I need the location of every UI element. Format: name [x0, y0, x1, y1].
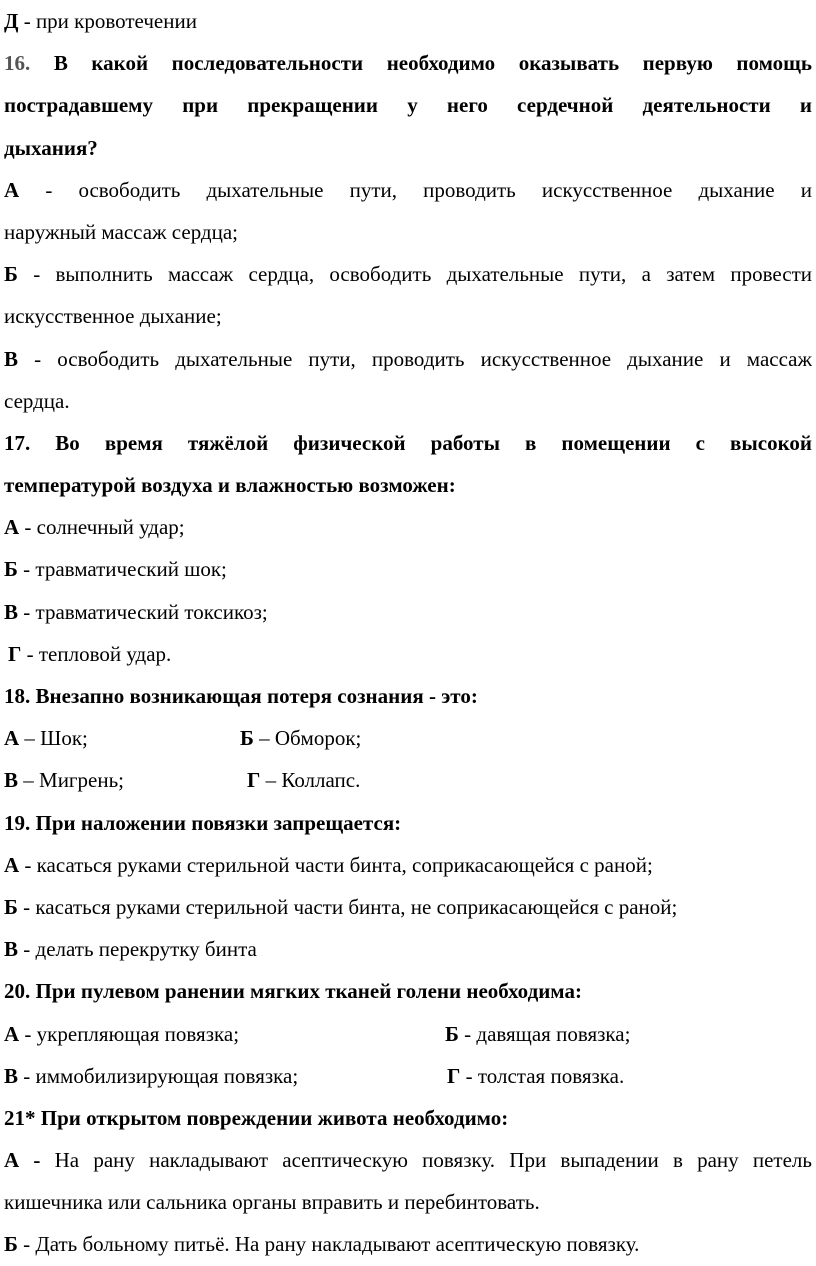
- q19-option-c: [4, 928, 812, 970]
- option-text: - касаться руками стерильной части бинта, не соприкасающейся с раной;: [17, 894, 678, 919]
- option-letter: В: [4, 1063, 19, 1088]
- q20-option-c: [4, 1064, 298, 1088]
- question-16-line-1: [4, 42, 812, 84]
- option-letter: А: [4, 852, 20, 877]
- option-text: - травматический токсикоз;: [18, 599, 268, 624]
- question-17-line-1: 17. Во время тяжёлой физической работы в помещении с высокой: [4, 430, 812, 455]
- option-letter: А: [4, 177, 20, 202]
- q18-option-d: [247, 759, 360, 801]
- option-letter: Б: [4, 262, 18, 287]
- q21-option-b: [4, 1223, 812, 1265]
- option-text: – Шок;: [19, 726, 88, 751]
- q17-option-c: [4, 591, 812, 633]
- question-16-line-3: дыхания?: [4, 135, 98, 160]
- option-text: - укрепляющая повязка;: [19, 1021, 240, 1046]
- option-letter: А -: [4, 1148, 41, 1173]
- q18-option-c: [4, 768, 124, 792]
- q18-options-row-2: [4, 759, 812, 801]
- q20-options-row-2: [4, 1055, 812, 1097]
- option-letter: В: [4, 599, 19, 624]
- question-17-line-2: температурой воздуха и влажностью возможен:: [4, 473, 456, 498]
- option-text: - солнечный удар;: [19, 515, 185, 540]
- option-text: - выполнить массаж сердца, освободить дыхательные пути, а затем провести: [17, 262, 812, 287]
- option-letter: Б: [240, 726, 254, 751]
- q17-option-b: [4, 548, 812, 590]
- option-text: - давящая повязка;: [458, 1021, 631, 1046]
- q19-option-a: [4, 844, 812, 886]
- q20-option-d: [447, 1055, 624, 1097]
- question-number: 16.: [4, 51, 31, 76]
- option-d-prev: [4, 0, 812, 42]
- option-text: – Обморок;: [253, 726, 362, 751]
- option-text: - касаться руками стерильной части бинта, соприкасающейся с раной;: [19, 852, 653, 877]
- option-letter: А: [4, 1021, 20, 1046]
- question-16-line-2: пострадавшему при прекращении у него сердечной деятельности и: [4, 93, 812, 118]
- option-text: - иммобилизирующая повязка;: [18, 1063, 299, 1088]
- option-letter: Д: [4, 9, 19, 33]
- q16-option-c-line-2: сердца.: [4, 388, 70, 413]
- question-19: 19. При наложении повязки запрещается:: [4, 810, 402, 835]
- option-text: - при кровотечении: [18, 9, 197, 33]
- option-text: - освободить дыхательные пути, проводить искусственное дыхание и: [19, 177, 812, 202]
- question-20: 20. При пулевом ранении мягких тканей голени необходима:: [4, 979, 582, 1004]
- option-letter: В: [4, 346, 19, 371]
- q20-option-b: [445, 1013, 630, 1055]
- q16-option-a-line-2: наружный массаж сердца;: [4, 219, 238, 244]
- option-text: На рану накладывают асептическую повязку. При выпадении в рану петель: [40, 1148, 812, 1173]
- option-text: - толстая повязка.: [460, 1063, 625, 1088]
- q20-option-a: [4, 1022, 239, 1046]
- option-letter: Б: [4, 894, 18, 919]
- q16-option-b-line-1: [4, 253, 812, 295]
- q16-option-c-line-1: [4, 338, 812, 380]
- q17-option-a: [4, 506, 812, 548]
- option-text: - делать перекрутку бинта: [18, 937, 257, 962]
- q16-option-a-line-1: [4, 169, 812, 211]
- option-letter: А: [4, 726, 20, 751]
- question-18: 18. Внезапно возникающая потеря сознания - это:: [4, 684, 478, 708]
- option-text: - освободить дыхательные пути, проводить искусственное дыхание и массаж: [18, 346, 812, 371]
- q21-option-a-line-2: кишечника или сальника органы вправить и перебинтовать.: [4, 1190, 540, 1215]
- q18-option-b: [240, 717, 361, 759]
- option-letter: Б: [4, 557, 18, 582]
- option-letter: А: [4, 515, 20, 540]
- option-text: - тепловой удар.: [21, 641, 172, 666]
- q18-options-row-1: [4, 717, 812, 759]
- option-letter: Б: [4, 1232, 18, 1257]
- q16-option-b-line-2: искусственное дыхание;: [4, 304, 222, 329]
- question-text: В какой последовательности необходимо оказывать первую помощь: [53, 51, 812, 76]
- option-text: – Коллапс.: [260, 768, 361, 793]
- q17-option-d: [4, 633, 812, 675]
- option-letter: В: [4, 768, 19, 793]
- option-text: – Мигрень;: [18, 768, 125, 793]
- option-letter: Г: [247, 768, 261, 793]
- option-text: - Дать больному питьё. На рану накладывают асептическую повязку.: [17, 1232, 640, 1257]
- q18-option-a: [4, 726, 88, 750]
- option-letter: Б: [445, 1021, 459, 1046]
- option-text: - травматический шок;: [17, 557, 227, 582]
- q21-option-a-line-1: [4, 1139, 812, 1181]
- question-21: 21* При открытом повреждении живота необходимо:: [4, 1105, 509, 1130]
- q19-option-b: [4, 886, 812, 928]
- option-letter: Г: [447, 1063, 461, 1088]
- option-letter: В: [4, 937, 19, 962]
- q20-options-row-1: [4, 1013, 812, 1055]
- option-letter: Г: [8, 641, 22, 666]
